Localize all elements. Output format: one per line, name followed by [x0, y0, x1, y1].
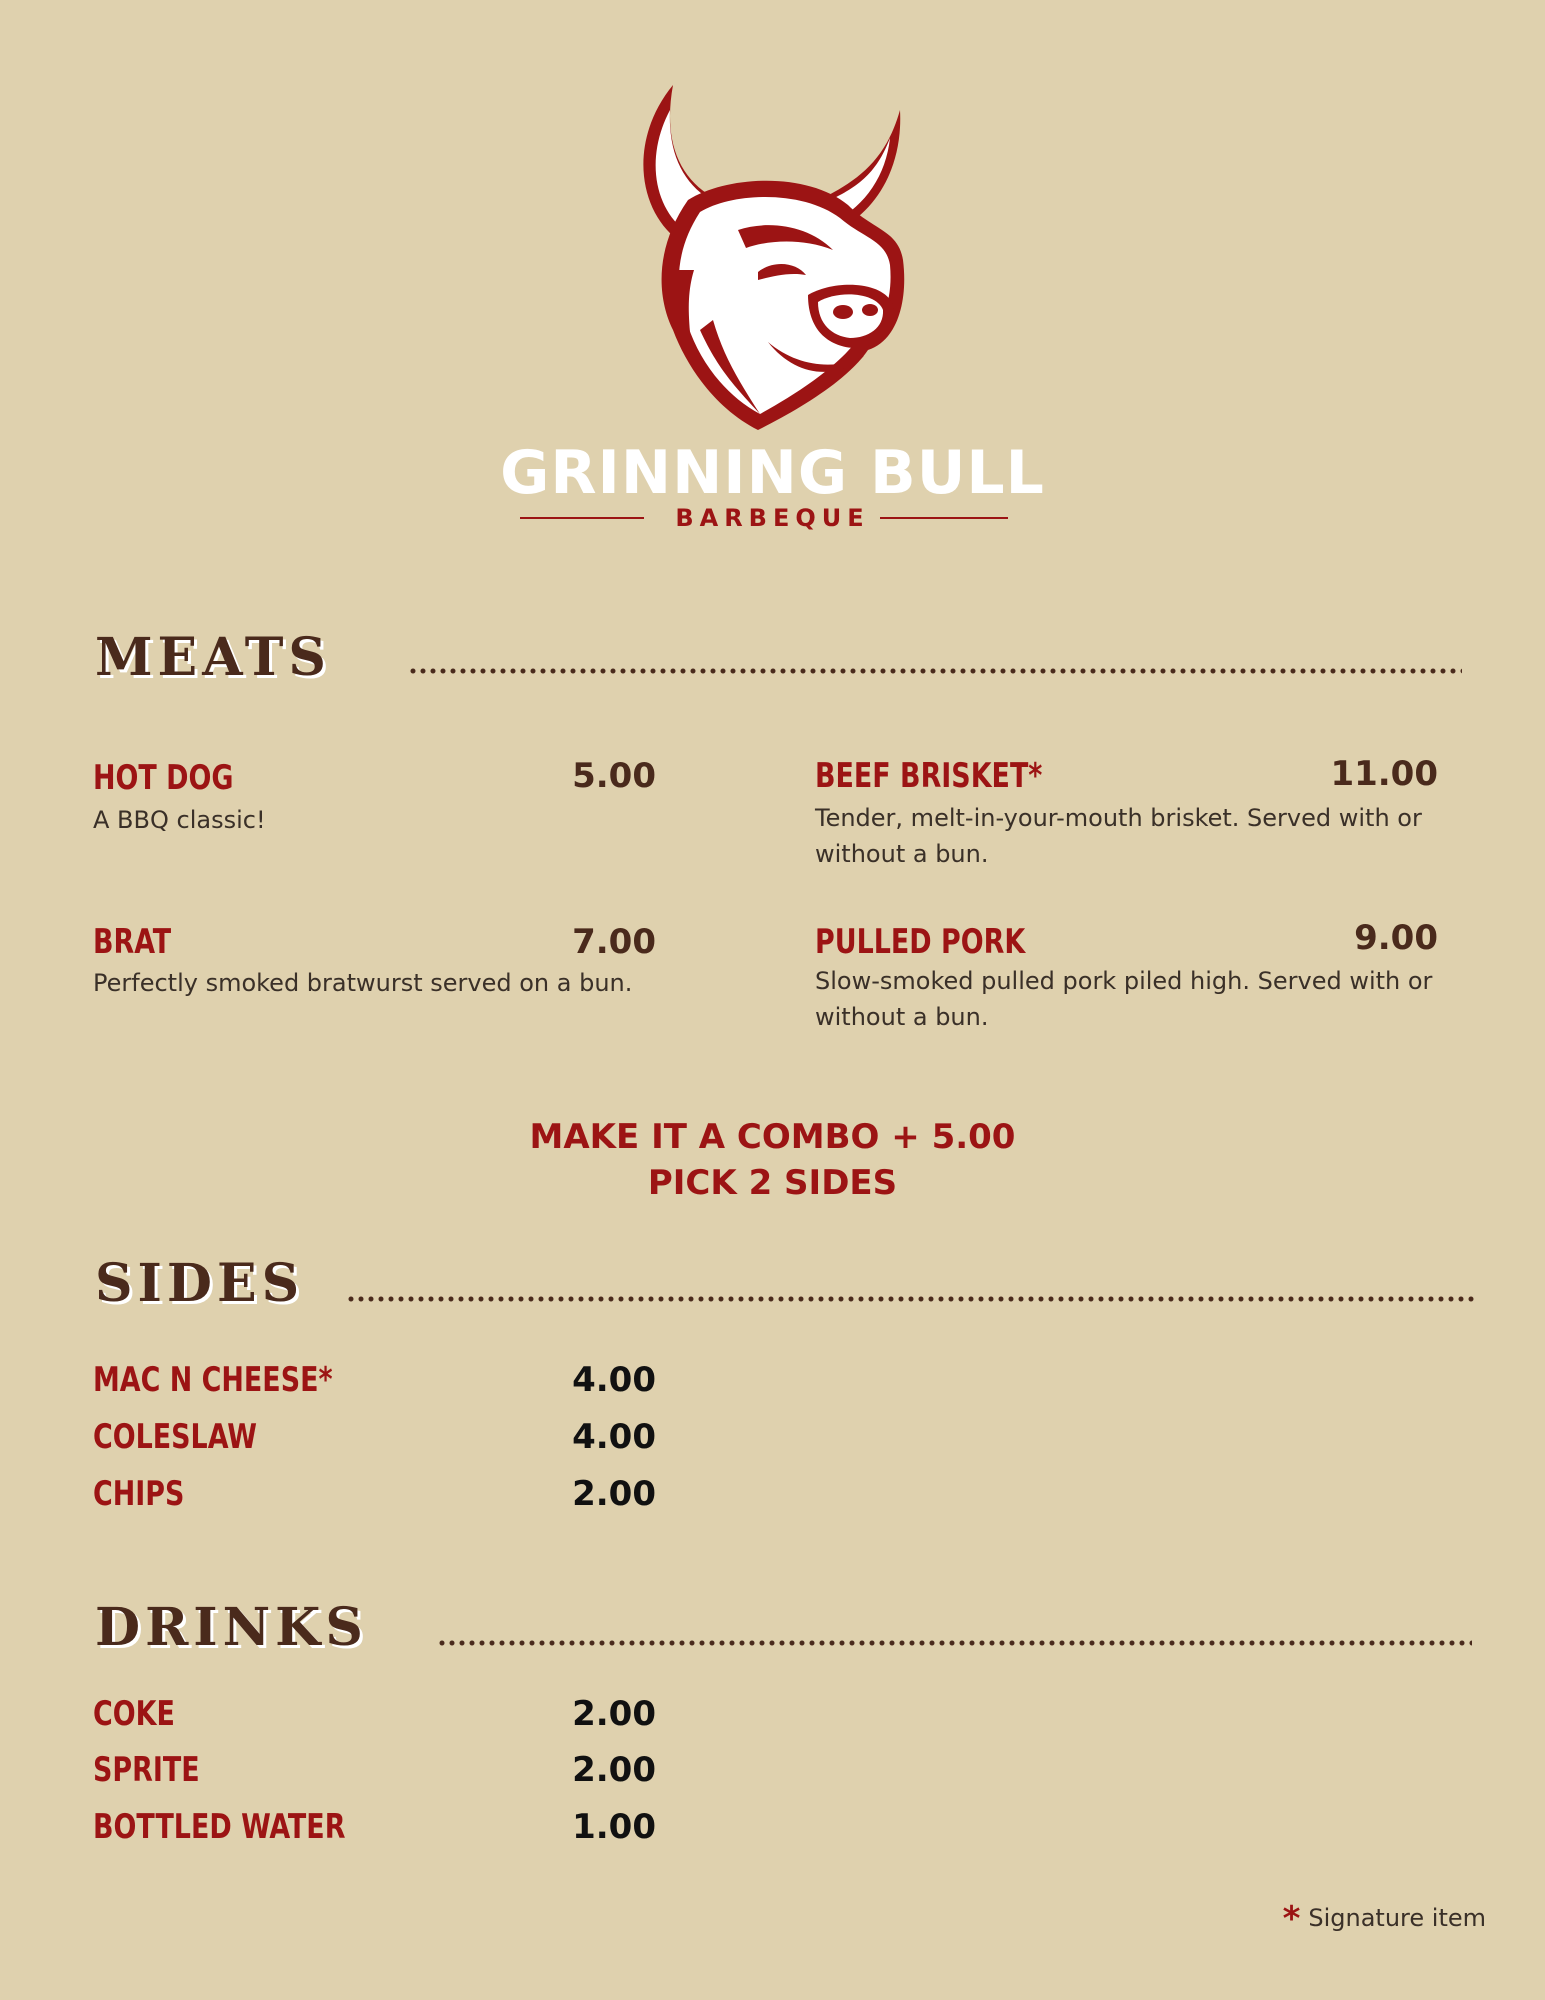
sides-heading: SIDES: [95, 1253, 305, 1314]
meat-item-description: A BBQ classic!: [93, 806, 266, 834]
brand-logo: [0, 0, 1545, 560]
brand-subtitle-row: [0, 500, 1545, 536]
drink-item-price: 1.00: [572, 1807, 656, 1847]
meat-item-price: 7.00: [572, 922, 656, 962]
drink-item-price: 2.00: [572, 1694, 656, 1734]
side-item-name: COLESLAW: [93, 1417, 257, 1457]
drinks-heading: DRINKS: [95, 1597, 368, 1658]
drink-item-name: SPRITE: [93, 1750, 200, 1790]
combo-offer: MAKE IT A COMBO + 5.00: [529, 1117, 1016, 1157]
side-item-name: MAC N CHEESE*: [93, 1360, 333, 1400]
brand-divider-right: [880, 517, 1008, 519]
asterisk-icon: *: [1282, 1899, 1301, 1939]
meat-item-description: Tender, melt-in-your-mouth brisket. Served with or without a bun.: [815, 804, 1422, 868]
meat-item-name: PULLED PORK: [815, 922, 1026, 962]
side-item-name: CHIPS: [93, 1474, 185, 1514]
combo-pick-sides: PICK 2 SIDES: [647, 1163, 898, 1203]
meat-item-description: Perfectly smoked bratwurst served on a bun.: [93, 969, 633, 997]
meat-item-description: Slow-smoked pulled pork piled high. Served with or without a bun.: [815, 967, 1433, 1031]
drink-item-name: BOTTLED WATER: [93, 1807, 346, 1847]
side-item-price: 2.00: [572, 1474, 656, 1514]
brand-name: GRINNING BULL: [500, 438, 1045, 508]
meat-item-name: BRAT: [93, 922, 172, 962]
sides-heading-dots: [346, 1296, 1478, 1302]
drinks-heading-dots: [437, 1640, 1472, 1646]
meat-item-price: 5.00: [572, 756, 656, 796]
meat-item-name: HOT DOG: [93, 758, 234, 798]
side-item-price: 4.00: [572, 1417, 656, 1457]
brand-subtitle: BARBEQUE: [675, 504, 870, 532]
side-item-price: 4.00: [572, 1360, 656, 1400]
meat-item-price: 11.00: [1330, 754, 1438, 794]
drink-item-name: COKE: [93, 1694, 175, 1734]
bull-head-icon: [618, 80, 918, 440]
meats-heading-dots: [408, 668, 1462, 674]
meat-item-price: 9.00: [1354, 918, 1438, 958]
meat-item-name: BEEF BRISKET*: [815, 756, 1043, 796]
drink-item-price: 2.00: [572, 1750, 656, 1790]
footnote-text: Signature item: [1308, 1904, 1486, 1932]
signature-footnote: [1283, 1900, 1486, 1937]
meats-heading: MEATS: [95, 627, 331, 688]
